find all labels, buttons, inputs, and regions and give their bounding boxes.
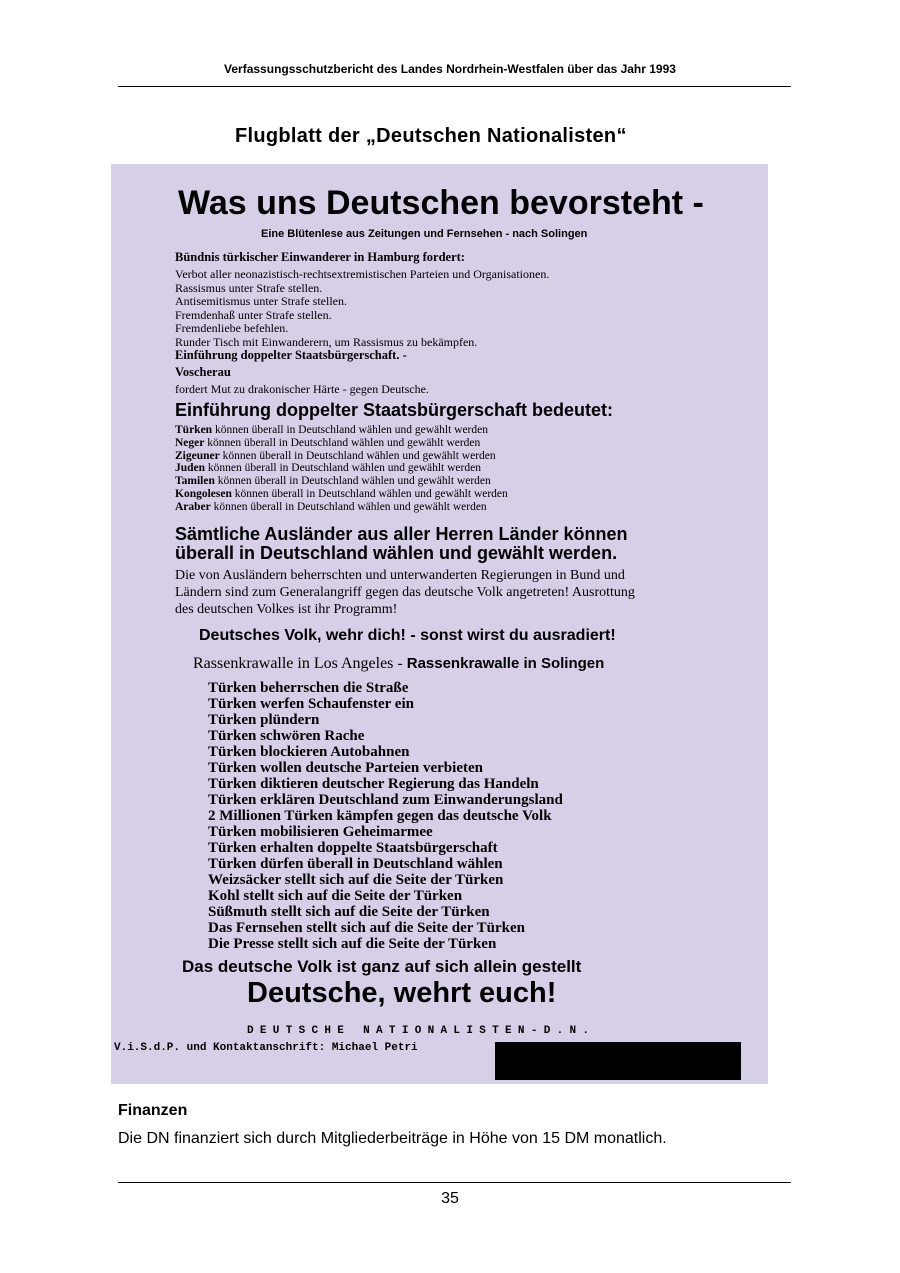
group-name: Kongolesen <box>175 488 232 500</box>
footer-rule <box>118 1182 791 1183</box>
group-name: Türken <box>175 424 213 436</box>
group-rest: können überall in Deutschland wählen und gewählt werden <box>217 475 491 488</box>
flyer-scan <box>111 108 768 1084</box>
turk-list-line: 2 Millionen Türken kämpfen gegen das deutsche Volk <box>208 808 552 824</box>
turk-list-line: Kohl stellt sich auf die Seite der Türken <box>208 888 463 904</box>
group-line <box>175 450 496 462</box>
alone-line: Das deutsche Volk ist ganz auf sich allein gestellt <box>182 957 582 976</box>
voscherau-quote: fordert Mut zu drakonischer Härte - gegen Deutsche. <box>175 382 429 396</box>
imprint-line: V.i.S.d.P. und Kontaktanschrift: Michael Petri <box>114 1042 418 1054</box>
paragraph-line-2: Ländern sind zum Generalangriff gegen das deutsche Volk angetreten! Ausrottung <box>175 585 635 600</box>
turk-list-line: Weizsäcker stellt sich auf die Seite der Türken <box>208 872 504 888</box>
demand-line: Runder Tisch mit Einwanderern, um Rassismus zu bekämpfen. <box>175 335 478 349</box>
bold-statement-line-1: Sämtliche Ausländer aus aller Herren Länder können <box>175 524 628 544</box>
running-header: Verfassungsschutzbericht des Landes Nordrhein-Westfalen über das Jahr 1993 <box>224 62 676 76</box>
group-line <box>175 488 508 500</box>
group-rest: können überall in Deutschland wählen und gewählt werden <box>214 424 488 436</box>
call-to-action: Deutsches Volk, wehr dich! - sonst wirst du ausradiert! <box>199 627 616 644</box>
demand-line: Fremdenhaß unter Strafe stellen. <box>175 307 332 322</box>
turk-list-line: Türken wollen deutsche Parteien verbieten <box>208 760 483 776</box>
group-rest: können überall in Deutschland wählen und gewählt werden <box>234 488 508 500</box>
group-name: Neger <box>175 436 205 449</box>
citizenship-heading: Einführung doppelter Staatsbürgerschaft bedeutet: <box>175 400 614 420</box>
group-name: Zigeuner <box>175 449 220 462</box>
header-rule <box>118 86 791 87</box>
signature-line: DEUTSCHE NATIONALISTEN-D.N. <box>247 1025 596 1037</box>
dual-citizenship: Einführung doppelter Staatsbürgerschaft. - <box>175 348 407 362</box>
flyer-subheadline: Eine Blütenlese aus Zeitungen und Fernsehen - nach Solingen <box>261 228 588 240</box>
turk-list-line: Türken mobilisieren Geheimarmee <box>208 824 433 840</box>
turk-list-line: Türken schwören Rache <box>208 728 365 744</box>
alliance-heading: Bündnis türkischer Einwanderer in Hamburg fordert: <box>175 250 465 264</box>
paragraph-line-3: des deutschen Volkes ist ihr Programm! <box>175 602 398 617</box>
group-line <box>175 424 488 436</box>
paragraph-line-1: Die von Ausländern beherrschten und unterwanderten Regierungen in Bund und <box>175 568 625 583</box>
demand-line: Verbot aller neonazistisch-rechtsextremistischen Parteien und Organisationen. <box>175 267 550 281</box>
group-rest: können überall in Deutschland wählen und gewählt werden <box>207 462 481 475</box>
turk-list-line: Türken diktieren deutscher Regierung das Handeln <box>208 776 539 792</box>
group-name: Juden <box>175 462 206 475</box>
group-name: Araber <box>175 500 211 513</box>
turk-list-line: Die Presse stellt sich auf die Seite der Türken <box>208 936 497 952</box>
group-line <box>175 462 481 474</box>
turk-list-line: Türken beherrschen die Straße <box>208 680 409 696</box>
turk-list-line: Das Fernsehen stellt sich auf die Seite der Türken <box>208 920 525 936</box>
group-line <box>175 501 487 513</box>
turk-list-line: Türken blockieren Autobahnen <box>208 744 410 760</box>
final-call: Deutsche, wehrt euch! <box>247 977 557 1009</box>
turk-list-line: Türken werfen Schaufenster ein <box>208 696 414 712</box>
section-title: Finanzen <box>118 1102 188 1119</box>
demand-line: Fremdenliebe befehlen. <box>175 321 289 336</box>
bold-statement-line-2: überall in Deutschland wählen und gewählt werden. <box>175 543 618 563</box>
turk-list-line: Türken erklären Deutschland zum Einwanderungsland <box>208 792 563 808</box>
voscherau: Voscherau <box>175 365 231 379</box>
turk-list-line: Türken erhalten doppelte Staatsbürgerschaft <box>208 840 498 856</box>
redaction-bar <box>495 1042 741 1080</box>
section-body: Die DN finanziert sich durch Mitgliederbeiträge in Höhe von 15 DM monatlich. <box>118 1130 667 1147</box>
riots-line <box>193 655 604 673</box>
group-line <box>175 475 491 487</box>
page-number: 35 <box>441 1190 459 1207</box>
riots-bold: Rassenkrawalle in Solingen <box>406 655 605 672</box>
flyer-caption: Flugblatt der „Deutschen Nationalisten“ <box>235 125 627 147</box>
turk-list-line: Süßmuth stellt sich auf die Seite der Türken <box>208 904 490 920</box>
group-name: Tamilen <box>175 475 215 488</box>
turk-list-line: Türken plündern <box>208 712 320 728</box>
group-rest: können überall in Deutschland wählen und gewählt werden <box>207 436 481 449</box>
group-rest: können überall in Deutschland wählen und gewählt werden <box>213 500 487 513</box>
group-line <box>175 437 480 449</box>
riots-plain: Rassenkrawalle in Los Angeles - <box>193 655 407 672</box>
demand-line: Antisemitismus unter Strafe stellen. <box>175 294 347 309</box>
group-rest: können überall in Deutschland wählen und gewählt werden <box>222 449 496 462</box>
flyer-headline: Was uns Deutschen bevorsteht - <box>178 184 704 222</box>
turk-list-line: Türken dürfen überall in Deutschland wählen <box>208 856 503 872</box>
demand-line: Rassismus unter Strafe stellen. <box>175 280 323 295</box>
